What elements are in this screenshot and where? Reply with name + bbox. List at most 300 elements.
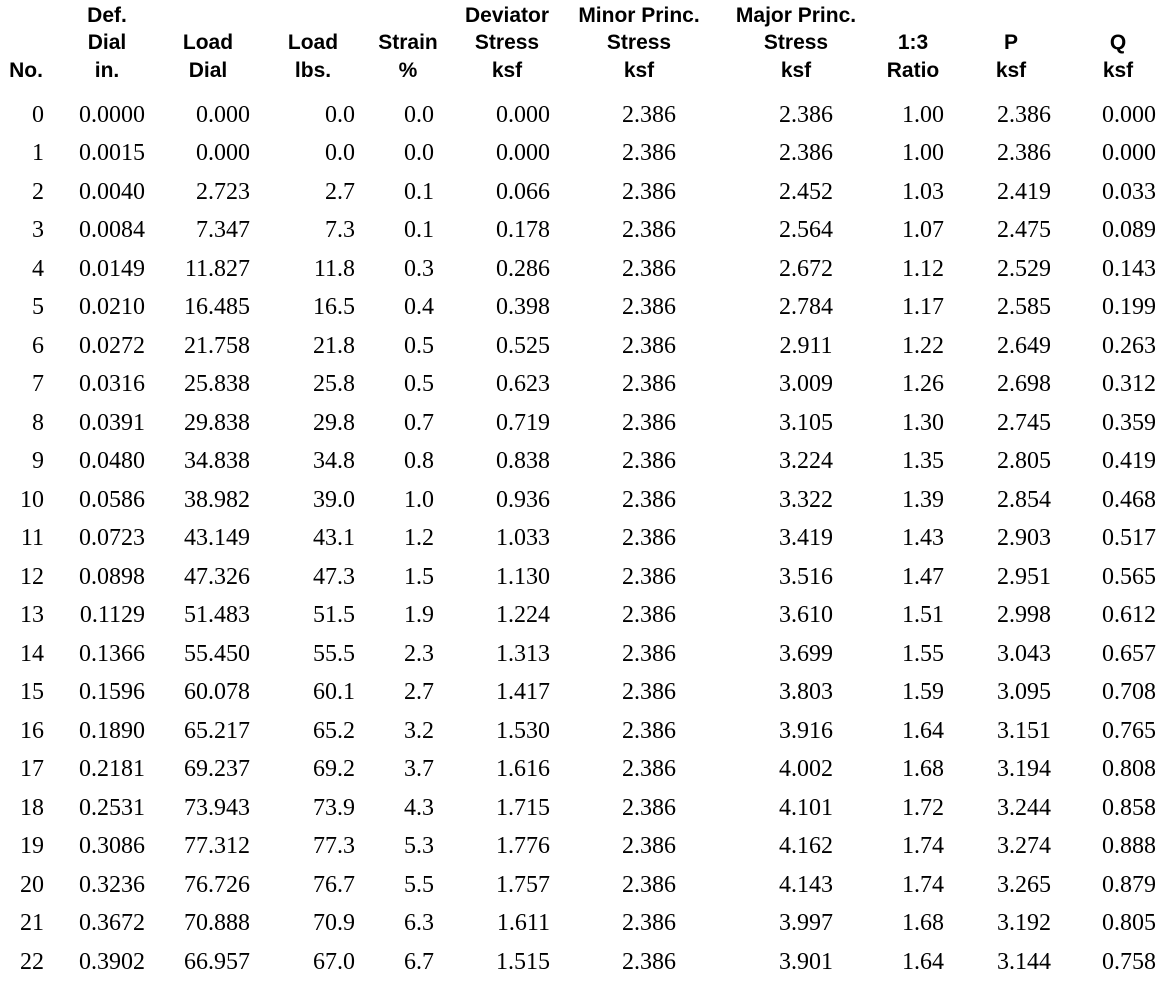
cell-ratio: 1.64 [902,712,944,751]
table-row [0,481,1168,520]
cell-dial: 2.723 [196,173,250,212]
cell-p: 2.805 [997,442,1051,481]
cell-dial: 76.726 [184,866,250,905]
cell-major: 3.322 [731,481,881,520]
cell-p: 2.529 [997,250,1051,289]
cell-q: 0.888 [1102,827,1156,866]
column-header-ratio [868,4,958,84]
cell-lbs: 39.0 [313,481,355,520]
cell-q: 0.359 [1102,404,1156,443]
cell-minor: 2.386 [574,673,724,712]
cell-lbs: 0.0 [325,134,355,173]
cell-ratio: 1.00 [902,96,944,135]
column-header-line: Minor Princ. [564,2,714,30]
cell-strain: 0.3 [404,250,434,289]
cell-major: 2.452 [731,173,881,212]
cell-lbs: 76.7 [313,866,355,905]
table-row [0,134,1168,173]
cell-def: 0.0040 [79,173,145,212]
cell-minor: 2.386 [574,96,724,135]
cell-q: 0.808 [1102,750,1156,789]
cell-def: 0.3902 [79,943,145,981]
column-header-line: Deviator [452,2,562,30]
cell-def: 0.2181 [79,750,145,789]
cell-ratio: 1.12 [902,250,944,289]
cell-minor: 2.386 [574,404,724,443]
cell-dev: 1.417 [496,673,550,712]
cell-strain: 6.7 [404,943,434,981]
cell-dial: 0.000 [196,96,250,135]
cell-strain: 4.3 [404,789,434,828]
cell-dial: 38.982 [184,481,250,520]
cell-minor: 2.386 [574,481,724,520]
cell-strain: 0.0 [404,96,434,135]
cell-q: 0.612 [1102,596,1156,635]
cell-no: 22 [20,943,44,981]
column-header-line: Dial [62,29,152,57]
cell-def: 0.1129 [80,596,145,635]
cell-q: 0.565 [1102,558,1156,597]
cell-ratio: 1.03 [902,173,944,212]
table-row [0,750,1168,789]
cell-lbs: 2.7 [325,173,355,212]
cell-strain: 3.7 [404,750,434,789]
cell-minor: 2.386 [574,943,724,981]
cell-no: 17 [20,750,44,789]
cell-minor: 2.386 [574,904,724,943]
cell-no: 6 [32,327,44,366]
cell-lbs: 55.5 [313,635,355,674]
cell-minor: 2.386 [574,519,724,558]
cell-dial: 66.957 [184,943,250,981]
cell-strain: 6.3 [404,904,434,943]
cell-minor: 2.386 [574,558,724,597]
cell-dev: 1.515 [496,943,550,981]
cell-major: 4.162 [731,827,881,866]
cell-p: 3.151 [997,712,1051,751]
column-header-dev [452,4,562,84]
cell-dial: 21.758 [184,327,250,366]
cell-dev: 1.616 [496,750,550,789]
cell-ratio: 1.68 [902,750,944,789]
table-row [0,365,1168,404]
cell-def: 0.1366 [79,635,145,674]
table-row [0,712,1168,751]
cell-lbs: 77.3 [313,827,355,866]
cell-q: 0.000 [1102,134,1156,173]
cell-major: 3.516 [731,558,881,597]
cell-dial: 34.838 [184,442,250,481]
cell-dev: 0.000 [496,134,550,173]
cell-dev: 0.719 [496,404,550,443]
table-row [0,827,1168,866]
cell-no: 7 [32,365,44,404]
cell-q: 0.000 [1102,96,1156,135]
cell-p: 2.475 [997,211,1051,250]
column-header-line: Ratio [868,57,958,85]
table-row [0,404,1168,443]
cell-p: 3.265 [997,866,1051,905]
cell-q: 0.419 [1102,442,1156,481]
column-header-no [0,4,56,84]
cell-lbs: 51.5 [313,596,355,635]
cell-p: 2.649 [997,327,1051,366]
cell-strain: 2.7 [404,673,434,712]
cell-major: 3.916 [731,712,881,751]
cell-dial: 69.237 [184,750,250,789]
cell-dev: 0.286 [496,250,550,289]
cell-dev: 1.611 [497,904,550,943]
cell-p: 3.194 [997,750,1051,789]
cell-strain: 5.5 [404,866,434,905]
cell-no: 3 [32,211,44,250]
cell-ratio: 1.07 [902,211,944,250]
cell-minor: 2.386 [574,712,724,751]
cell-no: 18 [20,789,44,828]
column-header-line: P [971,29,1051,57]
cell-minor: 2.386 [574,442,724,481]
cell-strain: 0.0 [404,134,434,173]
cell-q: 0.199 [1102,288,1156,327]
cell-p: 3.144 [997,943,1051,981]
cell-lbs: 25.8 [313,365,355,404]
cell-minor: 2.386 [574,250,724,289]
cell-minor: 2.386 [574,211,724,250]
cell-p: 3.095 [997,673,1051,712]
column-header-line: Stress [452,29,562,57]
cell-strain: 0.7 [404,404,434,443]
cell-major: 3.419 [731,519,881,558]
cell-dev: 1.715 [496,789,550,828]
cell-p: 2.745 [997,404,1051,443]
cell-major: 3.997 [731,904,881,943]
cell-def: 0.3236 [79,866,145,905]
cell-dev: 0.525 [496,327,550,366]
cell-strain: 1.5 [404,558,434,597]
column-header-line: No. [0,57,56,85]
cell-minor: 2.386 [574,789,724,828]
cell-lbs: 60.1 [313,673,355,712]
cell-lbs: 65.2 [313,712,355,751]
table-row [0,327,1168,366]
column-header-minor [564,4,714,84]
cell-q: 0.263 [1102,327,1156,366]
cell-strain: 3.2 [404,712,434,751]
cell-major: 3.699 [731,635,881,674]
cell-no: 16 [20,712,44,751]
cell-q: 0.468 [1102,481,1156,520]
cell-ratio: 1.64 [902,943,944,981]
cell-dial: 70.888 [184,904,250,943]
cell-def: 0.0480 [79,442,145,481]
table-row [0,288,1168,327]
cell-dial: 51.483 [184,596,250,635]
cell-dial: 16.485 [184,288,250,327]
cell-ratio: 1.22 [902,327,944,366]
cell-dev: 0.398 [496,288,550,327]
cell-strain: 1.9 [404,596,434,635]
table-row [0,943,1168,981]
cell-q: 0.517 [1102,519,1156,558]
cell-ratio: 1.47 [902,558,944,597]
cell-q: 0.765 [1102,712,1156,751]
cell-def: 0.0586 [79,481,145,520]
cell-no: 1 [32,134,44,173]
cell-minor: 2.386 [574,134,724,173]
cell-minor: 2.386 [574,827,724,866]
cell-strain: 0.5 [404,327,434,366]
table-row [0,904,1168,943]
cell-def: 0.0084 [79,211,145,250]
cell-major: 3.009 [731,365,881,404]
cell-minor: 2.386 [574,288,724,327]
table-row [0,96,1168,135]
table-row [0,519,1168,558]
table-row [0,866,1168,905]
column-header-line: Stress [721,29,871,57]
cell-minor: 2.386 [574,365,724,404]
cell-strain: 2.3 [404,635,434,674]
cell-strain: 1.0 [404,481,434,520]
cell-lbs: 21.8 [313,327,355,366]
cell-no: 20 [20,866,44,905]
cell-def: 0.0210 [79,288,145,327]
cell-no: 9 [32,442,44,481]
cell-dial: 65.217 [184,712,250,751]
cell-q: 0.858 [1102,789,1156,828]
cell-def: 0.0391 [79,404,145,443]
cell-dial: 55.450 [184,635,250,674]
cell-major: 3.224 [731,442,881,481]
cell-q: 0.805 [1102,904,1156,943]
cell-q: 0.312 [1102,365,1156,404]
cell-major: 3.610 [731,596,881,635]
cell-p: 3.274 [997,827,1051,866]
cell-p: 2.998 [997,596,1051,635]
cell-dev: 0.000 [496,96,550,135]
cell-def: 0.0316 [79,365,145,404]
cell-strain: 0.4 [404,288,434,327]
column-header-line: ksf [971,57,1051,85]
cell-ratio: 1.68 [902,904,944,943]
cell-lbs: 7.3 [325,211,355,250]
cell-dial: 29.838 [184,404,250,443]
cell-p: 2.585 [997,288,1051,327]
cell-no: 12 [20,558,44,597]
cell-ratio: 1.39 [902,481,944,520]
cell-p: 3.043 [997,635,1051,674]
cell-major: 3.901 [731,943,881,981]
cell-major: 2.911 [731,327,881,366]
cell-def: 0.0272 [79,327,145,366]
cell-no: 4 [32,250,44,289]
cell-p: 3.192 [997,904,1051,943]
cell-major: 4.143 [731,866,881,905]
cell-dev: 0.838 [496,442,550,481]
cell-dev: 1.530 [496,712,550,751]
column-header-line: Load [268,29,358,57]
column-header-dial [163,4,253,84]
cell-major: 2.386 [731,134,881,173]
column-header-major [721,4,871,84]
cell-minor: 2.386 [574,596,724,635]
cell-p: 2.951 [997,558,1051,597]
column-header-def [62,4,152,84]
cell-minor: 2.386 [574,173,724,212]
cell-def: 0.0898 [79,558,145,597]
cell-no: 11 [21,519,44,558]
cell-def: 0.0000 [79,96,145,135]
cell-strain: 5.3 [404,827,434,866]
cell-major: 3.803 [731,673,881,712]
table-row [0,211,1168,250]
cell-ratio: 1.74 [902,866,944,905]
column-header-line: lbs. [268,57,358,85]
cell-lbs: 0.0 [325,96,355,135]
cell-lbs: 69.2 [313,750,355,789]
cell-dial: 0.000 [196,134,250,173]
column-header-line: Dial [163,57,253,85]
column-header-q [1078,4,1158,84]
column-header-line: ksf [721,57,871,85]
cell-def: 0.1890 [79,712,145,751]
column-header-line: Def. [62,2,152,30]
cell-no: 8 [32,404,44,443]
cell-q: 0.758 [1102,943,1156,981]
cell-lbs: 34.8 [313,442,355,481]
column-header-line: Strain [363,29,453,57]
cell-dial: 77.312 [184,827,250,866]
cell-ratio: 1.74 [902,827,944,866]
cell-major: 4.002 [731,750,881,789]
cell-major: 2.784 [731,288,881,327]
column-header-line: Major Princ. [721,2,871,30]
cell-p: 2.419 [997,173,1051,212]
column-header-p [971,4,1051,84]
column-header-line: ksf [564,57,714,85]
cell-dial: 43.149 [184,519,250,558]
cell-p: 3.244 [997,789,1051,828]
cell-no: 19 [20,827,44,866]
cell-no: 0 [32,96,44,135]
cell-dev: 0.178 [496,211,550,250]
cell-q: 0.143 [1102,250,1156,289]
cell-strain: 0.5 [404,365,434,404]
cell-major: 4.101 [731,789,881,828]
cell-def: 0.0723 [79,519,145,558]
cell-ratio: 1.59 [902,673,944,712]
cell-no: 10 [20,481,44,520]
table-row [0,250,1168,289]
cell-def: 0.0149 [79,250,145,289]
cell-no: 5 [32,288,44,327]
cell-dev: 1.776 [496,827,550,866]
table-row [0,673,1168,712]
cell-p: 2.698 [997,365,1051,404]
table-row [0,558,1168,597]
cell-dev: 1.757 [496,866,550,905]
cell-lbs: 70.9 [313,904,355,943]
cell-ratio: 1.51 [902,596,944,635]
column-header-line: in. [62,57,152,85]
cell-ratio: 1.30 [902,404,944,443]
cell-q: 0.879 [1102,866,1156,905]
cell-dev: 0.066 [496,173,550,212]
cell-dial: 60.078 [184,673,250,712]
cell-dial: 11.827 [185,250,250,289]
cell-dev: 0.936 [496,481,550,520]
table-row [0,635,1168,674]
cell-dev: 1.224 [496,596,550,635]
cell-lbs: 73.9 [313,789,355,828]
cell-def: 0.3672 [79,904,145,943]
cell-q: 0.089 [1102,211,1156,250]
cell-dev: 1.033 [496,519,550,558]
column-header-line: ksf [452,57,562,85]
cell-strain: 1.2 [404,519,434,558]
cell-minor: 2.386 [574,750,724,789]
cell-lbs: 11.8 [314,250,355,289]
cell-ratio: 1.35 [902,442,944,481]
cell-dev: 0.623 [496,365,550,404]
cell-dial: 25.838 [184,365,250,404]
cell-dial: 7.347 [196,211,250,250]
cell-p: 2.386 [997,134,1051,173]
column-header-line: 1:3 [868,29,958,57]
cell-no: 14 [20,635,44,674]
cell-no: 2 [32,173,44,212]
cell-dev: 1.313 [496,635,550,674]
cell-def: 0.1596 [79,673,145,712]
column-header-line: Stress [564,29,714,57]
column-header-line: Q [1078,29,1158,57]
column-header-lbs [268,4,358,84]
cell-strain: 0.1 [404,211,434,250]
cell-lbs: 43.1 [313,519,355,558]
table-row [0,789,1168,828]
cell-ratio: 1.55 [902,635,944,674]
cell-q: 0.708 [1102,673,1156,712]
cell-lbs: 47.3 [313,558,355,597]
cell-dial: 47.326 [184,558,250,597]
cell-major: 2.386 [731,96,881,135]
cell-major: 2.564 [731,211,881,250]
cell-minor: 2.386 [574,866,724,905]
cell-dial: 73.943 [184,789,250,828]
cell-strain: 0.8 [404,442,434,481]
cell-p: 2.903 [997,519,1051,558]
cell-dev: 1.130 [496,558,550,597]
cell-strain: 0.1 [404,173,434,212]
cell-major: 2.672 [731,250,881,289]
column-header-strain [363,4,453,84]
column-header-line: Load [163,29,253,57]
cell-ratio: 1.26 [902,365,944,404]
table-row [0,596,1168,635]
cell-minor: 2.386 [574,635,724,674]
cell-no: 21 [20,904,44,943]
cell-minor: 2.386 [574,327,724,366]
cell-p: 2.854 [997,481,1051,520]
cell-no: 13 [20,596,44,635]
table-row [0,173,1168,212]
cell-ratio: 1.72 [902,789,944,828]
cell-def: 0.3086 [79,827,145,866]
cell-lbs: 16.5 [313,288,355,327]
cell-no: 15 [20,673,44,712]
cell-def: 0.2531 [79,789,145,828]
cell-ratio: 1.00 [902,134,944,173]
